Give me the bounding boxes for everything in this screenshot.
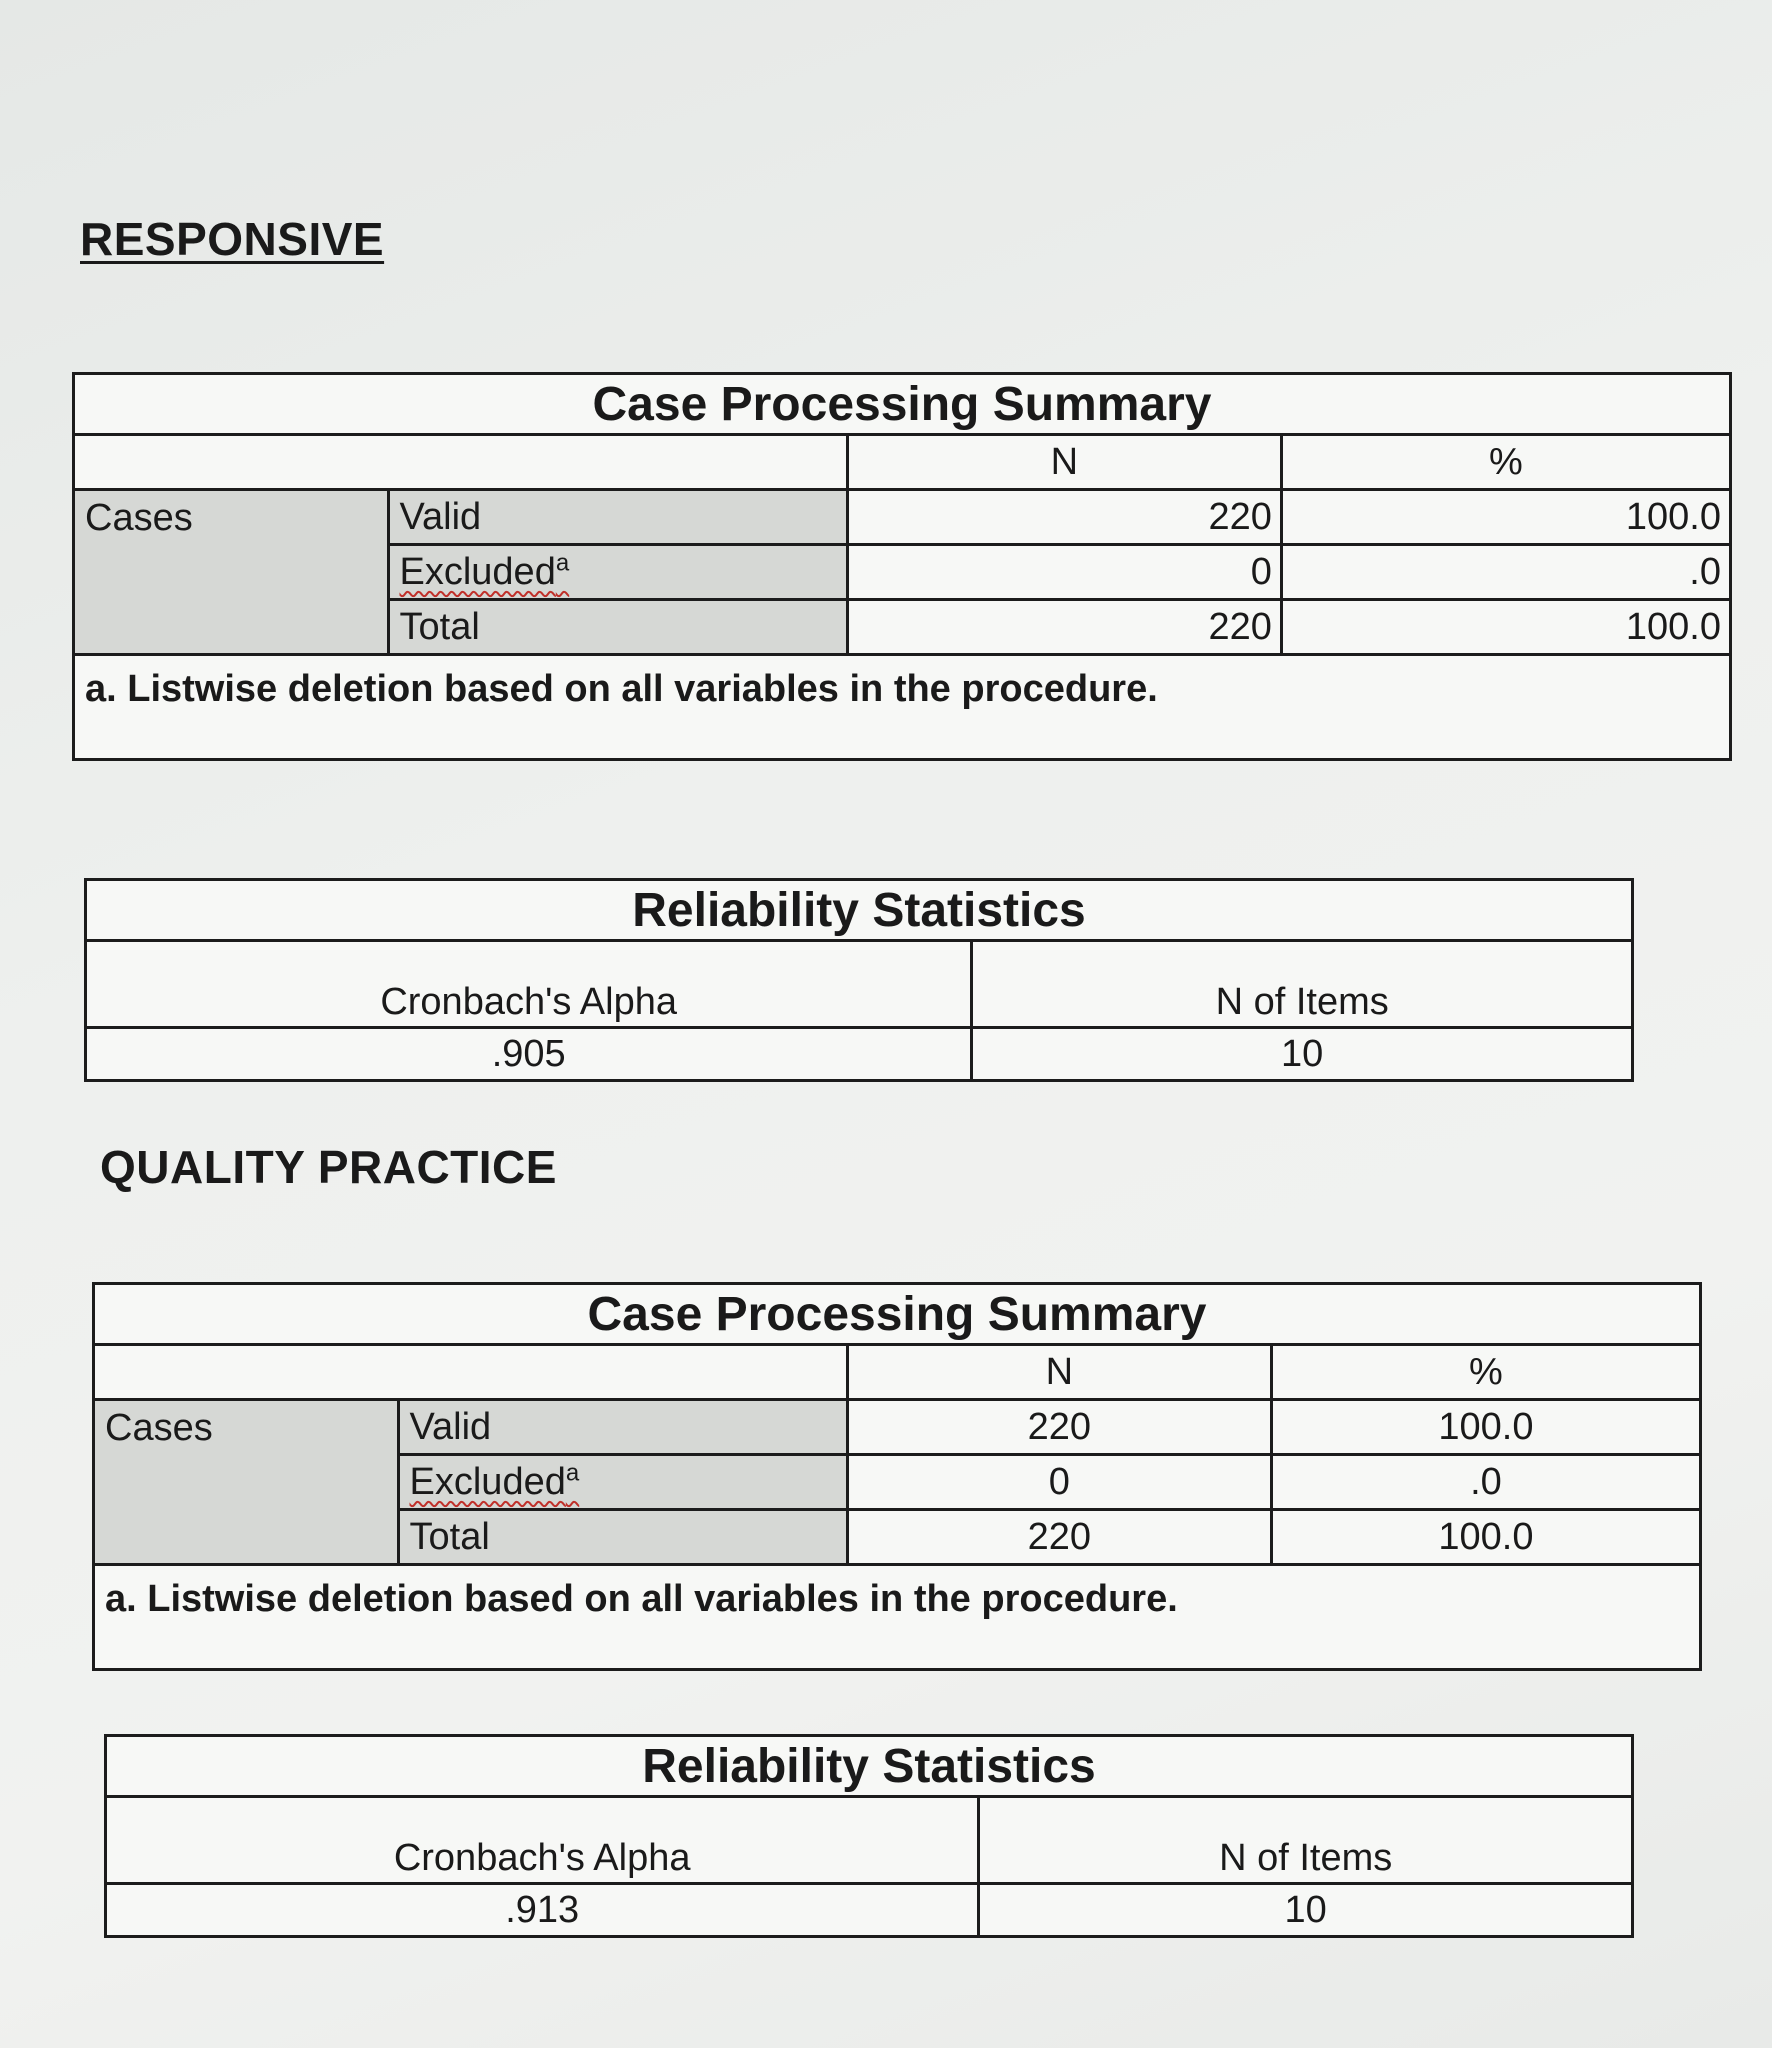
table-footnote: a. Listwise deletion based on all variables in the procedure.: [94, 1565, 1701, 1670]
cell-n-items: 10: [979, 1884, 1633, 1937]
section-title-responsive: RESPONSIVE: [80, 213, 385, 265]
section-title-quality-practice: QUALITY PRACTICE: [100, 1141, 557, 1193]
cell-n: 220: [847, 1510, 1271, 1565]
row-label: Valid: [388, 490, 847, 545]
table-row: [106, 1884, 1633, 1937]
reliability-table-responsive: [84, 878, 1634, 1082]
row-label: Total: [388, 600, 847, 655]
cell-n: 220: [847, 1400, 1271, 1455]
column-header-alpha: Cronbach's Alpha: [86, 941, 972, 1028]
column-header-alpha: Cronbach's Alpha: [106, 1797, 979, 1884]
cell-percent: 100.0: [1281, 490, 1730, 545]
table-title: Case Processing Summary: [94, 1284, 1701, 1345]
column-header-percent: %: [1271, 1345, 1700, 1400]
table-row: [74, 490, 1731, 545]
table-row: [94, 1400, 1701, 1455]
cell-percent: .0: [1271, 1455, 1700, 1510]
table-title: Reliability Statistics: [106, 1736, 1633, 1797]
reliability-table-quality-practice: [104, 1734, 1634, 1938]
column-header-percent: %: [1281, 435, 1730, 490]
column-header-n: N: [847, 1345, 1271, 1400]
row-group-label: Cases: [74, 490, 389, 655]
column-header-n: N: [847, 435, 1281, 490]
row-label-excluded: Excluded$^a$: [398, 1455, 847, 1510]
cell-n: 220: [847, 600, 1281, 655]
cell-alpha: .913: [106, 1884, 979, 1937]
cell-percent: 100.0: [1271, 1510, 1700, 1565]
table-title: Reliability Statistics: [86, 880, 1633, 941]
header-blank: [94, 1345, 848, 1400]
table-row: [86, 1028, 1633, 1081]
cell-n: 0: [847, 1455, 1271, 1510]
column-header-n-items: N of Items: [972, 941, 1633, 1028]
row-group-label: Cases: [94, 1400, 399, 1565]
cell-n: 0: [847, 545, 1281, 600]
table-title: Case Processing Summary: [74, 374, 1731, 435]
case-processing-table-quality-practice: [92, 1282, 1702, 1671]
table-footnote: a. Listwise deletion based on all variables in the procedure.: [74, 655, 1731, 760]
row-label: Valid: [398, 1400, 847, 1455]
column-header-n-items: N of Items: [979, 1797, 1633, 1884]
cell-alpha: .905: [86, 1028, 972, 1081]
case-processing-table-responsive: [72, 372, 1732, 761]
row-label: Total: [398, 1510, 847, 1565]
cell-n: 220: [847, 490, 1281, 545]
header-blank: [74, 435, 848, 490]
cell-percent: .0: [1281, 545, 1730, 600]
cell-n-items: 10: [972, 1028, 1633, 1081]
row-label-excluded: Excluded$^a$: [388, 545, 847, 600]
cell-percent: 100.0: [1281, 600, 1730, 655]
cell-percent: 100.0: [1271, 1400, 1700, 1455]
